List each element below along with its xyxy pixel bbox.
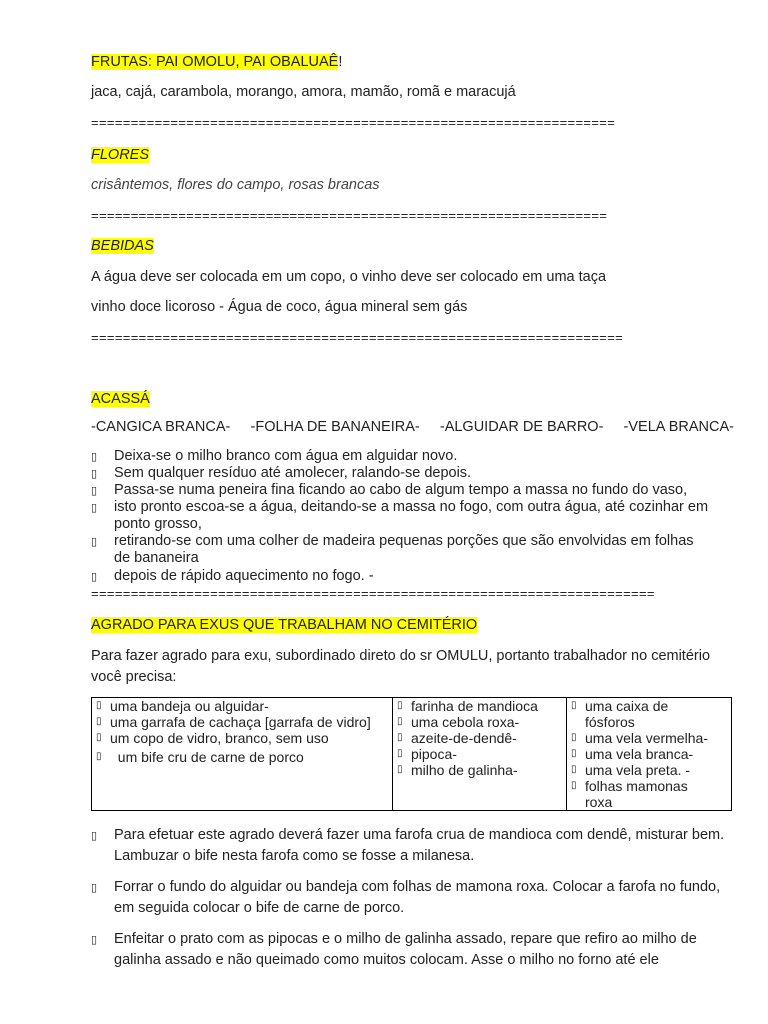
separator-4: ======================================================================= (91, 586, 655, 601)
bullet-icon: ▯ (96, 700, 102, 711)
bullet-icon: ▯ (91, 484, 98, 497)
frutas-heading (91, 53, 342, 71)
bullet-icon: ▯ (397, 748, 403, 759)
bullet-icon: ▯ (91, 933, 98, 946)
ingredient-item: ▯ folhas mamonas roxa (571, 778, 688, 810)
acassa-step: ▯ Sem qualquer resíduo até amolecer, ralando-se depois. (91, 465, 472, 481)
ingredient-item: ▯ uma vela vermelha- (571, 730, 708, 746)
ingredient-item: ▯ um copo de vidro, branco, sem uso (96, 730, 329, 746)
ingredient-item: ▯ uma bandeja ou alguidar- (96, 698, 269, 714)
bullet-icon: ▯ (91, 829, 98, 842)
bullet-icon: ▯ (96, 751, 102, 762)
agrado-heading (91, 616, 477, 634)
ingredients-table (91, 697, 732, 811)
bullet-icon: ▯ (571, 732, 577, 743)
ingredients-column-2 (393, 698, 567, 811)
bullet-icon: ▯ (571, 700, 577, 711)
acassa-step: ▯ Deixa-se o milho branco com água em alguidar novo. (91, 448, 458, 464)
bebidas-title: BEBIDAS (91, 238, 154, 254)
separator-1: ================================================================== (91, 115, 616, 130)
acassa-step: ▯ depois de rápido aquecimento no fogo. - (91, 568, 374, 584)
bullet-icon: ▯ (91, 450, 98, 463)
acassa-ingredients: -CANGICA BRANCA- -FOLHA DE BANANEIRA- -ALGUIDAR DE BARRO- -VELA BRANCA- (91, 419, 734, 435)
bullet-icon: ▯ (96, 732, 102, 743)
ingredient-item: ▯ farinha de mandioca (397, 698, 538, 714)
bullet-icon: ▯ (91, 467, 98, 480)
ingredient-item: ▯ pipoca- (397, 746, 457, 762)
acassa-step: ▯ retirando-se com uma colher de madeira pequenas porções que são envolvidas em folhas de bananeira (91, 533, 694, 566)
ingredient-item: ▯ azeite-de-dendê- (397, 730, 517, 746)
bullet-icon: ▯ (571, 780, 577, 791)
agrado-step: ▯ Para efetuar este agrado deverá fazer uma farofa crua de mandioca com dendê, misturar bem. Lambuzar o bife nesta farofa como se fosse a milanesa. (91, 827, 725, 864)
flores-heading (91, 146, 149, 164)
bullet-icon: ▯ (91, 535, 98, 548)
bebidas-heading (91, 237, 154, 255)
acassa-step: ▯ Passa-se numa peneira fina ficando ao cabo de algum tempo a massa no fundo do vaso, (91, 482, 688, 498)
bullet-icon: ▯ (96, 716, 102, 727)
agrado-step: ▯ Forrar o fundo do alguidar ou bandeja com folhas de mamona roxa. Colocar a farofa no fundo, em seguida colocar o bife de carne de porco. (91, 879, 721, 916)
bullet-icon: ▯ (571, 764, 577, 775)
agrado-title: AGRADO PARA EXUS QUE TRABALHAM NO CEMITÉRIO (91, 617, 478, 633)
frutas-title: FRUTAS: PAI OMOLU, PAI OBALUAÊ (91, 54, 339, 70)
separator-2: ================================================================= (91, 208, 608, 223)
ingredients-column-3 (567, 698, 732, 811)
frutas-text: jaca, cajá, carambola, morango, amora, mamão, romã e maracujá (91, 84, 516, 100)
acassa-heading (91, 390, 150, 408)
ingredient-item: ▯ uma vela preta. - (571, 762, 691, 778)
ingredient-item: ▯ uma cebola roxa- (397, 714, 520, 730)
ingredient-item: ▯ uma caixa de fósforos (571, 698, 669, 730)
flores-title: FLORES (91, 147, 150, 163)
bullet-icon: ▯ (397, 764, 403, 775)
acassa-title: ACASSÁ (91, 391, 150, 407)
bullet-icon: ▯ (397, 700, 403, 711)
ingredient-item: ▯ uma garrafa de cachaça [garrafa de vidro] (96, 714, 371, 730)
bullet-icon: ▯ (571, 748, 577, 759)
agrado-intro: Para fazer agrado para exu, subordinado direto do sr OMULU, portanto trabalhador no cemitério você precisa: (91, 648, 711, 685)
separator-3: =================================================================== (91, 330, 624, 345)
agrado-step: ▯ Enfeitar o prato com as pipocas e o milho de galinha assado, repare que refiro ao milho de galinha assado e não queimado como muitos colocam. Asse o milho no forno até ele (91, 931, 697, 968)
frutas-exclamation: ! (338, 54, 343, 70)
ingredients-column-1 (92, 698, 393, 811)
bullet-icon: ▯ (91, 881, 98, 894)
bullet-icon: ▯ (91, 570, 98, 583)
ingredient-item: ▯ uma vela branca- (571, 746, 694, 762)
ingredient-item: ▯ milho de galinha- (397, 762, 518, 778)
bullet-icon: ▯ (397, 732, 403, 743)
bullet-icon: ▯ (397, 716, 403, 727)
bullet-icon: ▯ (91, 501, 98, 514)
bebidas-text-1: A água deve ser colocada em um copo, o vinho deve ser colocado em uma taça (91, 269, 607, 285)
acassa-step: ▯ isto pronto escoa-se a água, deitando-se a massa no fogo, com outra água, até cozinhar em ponto grosso, (91, 499, 709, 532)
flores-text: crisântemos, flores do campo, rosas brancas (91, 177, 380, 193)
ingredient-item: ▯ um bife cru de carne de porco (96, 749, 304, 765)
bebidas-text-2: vinho doce licoroso - Água de coco, água mineral sem gás (91, 299, 468, 315)
